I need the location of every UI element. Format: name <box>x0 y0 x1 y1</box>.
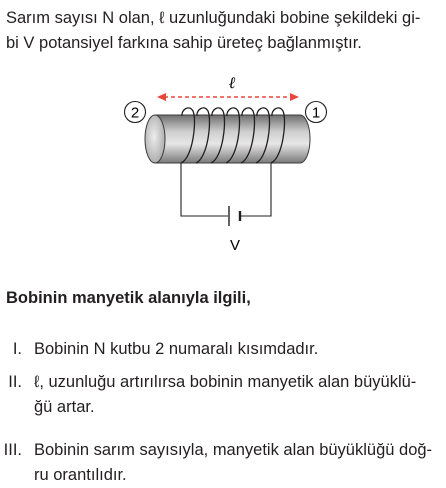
statement-1-numeral: I. <box>12 340 22 358</box>
statement-3-numeral: III. <box>3 441 22 459</box>
statement-2-text <box>34 370 442 420</box>
statement-2-line-1: ℓ, uzunluğu artırılırsa bobinin manyetik alan büyüklü- <box>34 373 417 391</box>
statement-2-line-2: ğü artar. <box>34 398 95 416</box>
statement-2-numeral: II. <box>8 373 22 391</box>
statement-1-text: Bobinin N kutbu 2 numaralı kısımdadır. <box>34 340 319 358</box>
statement-3-line-1: Bobinin sarım sayısıyla, manyetik alan büyüklüğü doğ- <box>34 441 433 459</box>
intro-line-1: Sarım sayısı N olan, ℓ uzunluğundaki bobine şekildeki gi- <box>6 9 421 27</box>
battery-symbol <box>229 206 240 226</box>
statement-3-text <box>34 438 442 488</box>
statement-3-line-2: ru orantılıdır. <box>34 466 127 484</box>
statements-heading: Bobinin manyetik alanıyla ilgili, <box>6 289 251 307</box>
length-arrow <box>157 93 299 101</box>
end-label-left: 2 <box>130 104 140 122</box>
length-label: ℓ <box>228 73 236 92</box>
end-label-right: 1 <box>311 104 321 122</box>
intro-line-2: bi V potansiyel farkına sahip üreteç bağlanmıştır. <box>6 34 362 52</box>
circuit-wires <box>181 163 271 216</box>
source-label: V <box>229 237 241 254</box>
